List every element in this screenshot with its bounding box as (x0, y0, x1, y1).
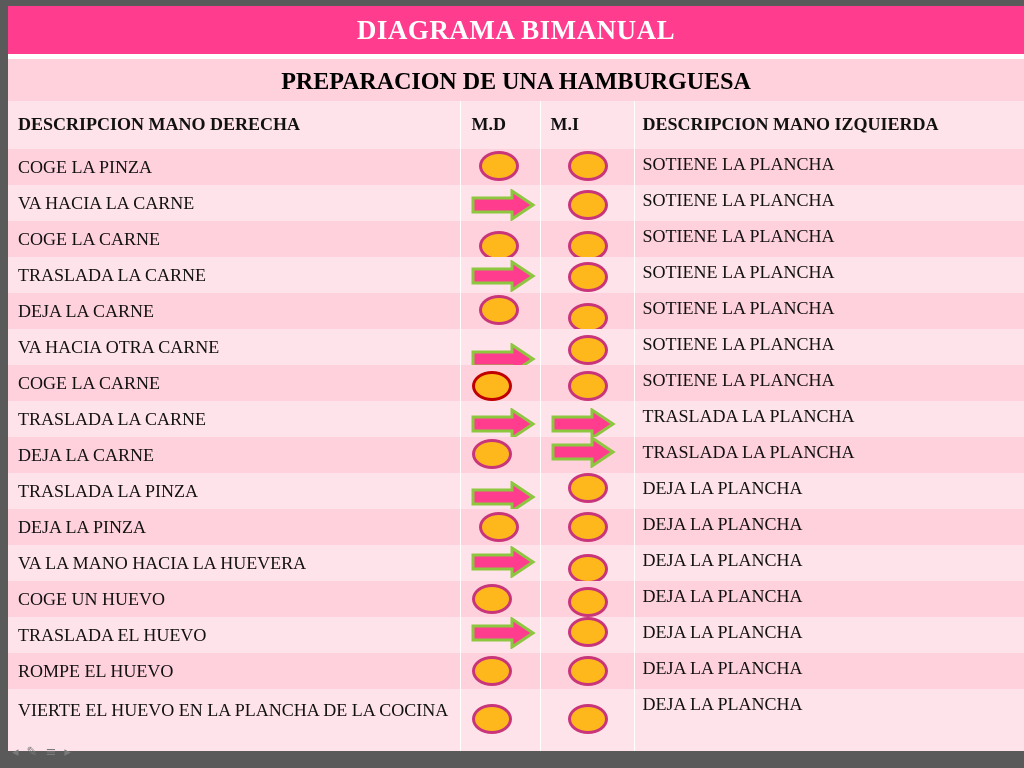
mi-symbol-cell (540, 689, 634, 751)
operation-circle-icon (479, 295, 519, 325)
operation-circle-icon (568, 151, 608, 181)
operation-circle-icon (568, 554, 608, 584)
prev-icon[interactable]: ◂ (12, 745, 27, 760)
md-symbol-cell (460, 437, 540, 473)
right-hand-text: DEJA LA PINZA (18, 517, 147, 537)
table-row (8, 581, 1024, 617)
left-hand-description (634, 545, 1024, 581)
operation-circle-icon (568, 473, 608, 503)
transport-arrow-icon (470, 546, 536, 578)
right-hand-description (8, 509, 460, 545)
left-hand-description (634, 473, 1024, 509)
table-row (8, 257, 1024, 293)
right-hand-description (8, 473, 460, 509)
page-title: DIAGRAMA BIMANUAL (8, 6, 1024, 54)
right-hand-description (8, 293, 460, 329)
md-symbol-cell (460, 329, 540, 365)
slide-nav-icons (12, 745, 142, 765)
left-hand-text: DEJA LA PLANCHA (642, 658, 803, 678)
left-hand-description (634, 329, 1024, 365)
right-hand-text: TRASLADA EL HUEVO (18, 625, 207, 645)
table-row (8, 329, 1024, 365)
mi-symbol-cell (540, 329, 634, 365)
mi-symbol-cell (540, 653, 634, 689)
md-symbol-cell (460, 653, 540, 689)
header-right-desc: DESCRIPCION MANO DERECHA (8, 101, 460, 149)
operation-circle-icon (568, 262, 608, 292)
md-symbol-cell (460, 257, 540, 293)
table-row (8, 365, 1024, 401)
pen-icon[interactable]: ✎ (26, 745, 46, 760)
left-hand-text: SOTIENE LA PLANCHA (642, 262, 835, 282)
right-hand-description (8, 401, 460, 437)
right-hand-description (8, 437, 460, 473)
operation-circle-icon (568, 190, 608, 220)
right-hand-description (8, 689, 460, 751)
md-symbol-cell (460, 581, 540, 617)
right-hand-text: TRASLADA LA CARNE (18, 265, 207, 285)
table-row (8, 617, 1024, 653)
left-hand-description (634, 653, 1024, 689)
left-hand-description (634, 293, 1024, 329)
table-row (8, 473, 1024, 509)
md-symbol-cell (460, 365, 540, 401)
right-hand-description (8, 617, 460, 653)
left-hand-description (634, 617, 1024, 653)
operation-circle-icon (568, 704, 608, 734)
right-hand-text: DEJA LA CARNE (18, 301, 155, 321)
right-hand-text: VA LA MANO HACIA LA HUEVERA (18, 553, 307, 573)
md-symbol-cell (460, 221, 540, 257)
left-hand-description (634, 437, 1024, 473)
header-md: M.D (460, 101, 540, 149)
left-hand-text: DEJA LA PLANCHA (642, 514, 803, 534)
right-hand-description (8, 149, 460, 185)
mi-symbol-cell (540, 581, 634, 617)
operation-circle-icon (568, 335, 608, 365)
right-hand-text: COGE LA CARNE (18, 373, 161, 393)
right-hand-text: COGE LA CARNE (18, 229, 161, 249)
mi-symbol-cell (540, 617, 634, 653)
left-hand-text: TRASLADA LA PLANCHA (642, 406, 855, 426)
md-symbol-cell (460, 509, 540, 545)
operation-circle-icon (568, 656, 608, 686)
transport-arrow-icon (470, 408, 536, 440)
menu-icon[interactable]: ≡ (45, 745, 65, 760)
md-symbol-cell (460, 545, 540, 581)
left-hand-text: SOTIENE LA PLANCHA (642, 334, 835, 354)
left-hand-text: SOTIENE LA PLANCHA (642, 370, 835, 390)
table-row (8, 545, 1024, 581)
left-hand-text: SOTIENE LA PLANCHA (642, 154, 835, 174)
transport-arrow-icon (550, 436, 616, 468)
left-hand-description (634, 149, 1024, 185)
left-hand-description (634, 401, 1024, 437)
mi-symbol-cell (540, 185, 634, 221)
left-hand-text: SOTIENE LA PLANCHA (642, 190, 835, 210)
mi-symbol-cell (540, 437, 634, 473)
right-hand-text: COGE LA PINZA (18, 157, 152, 177)
mi-symbol-cell (540, 149, 634, 185)
left-hand-text: DEJA LA PLANCHA (642, 550, 803, 570)
left-hand-text: TRASLADA LA PLANCHA (642, 442, 855, 462)
operation-circle-icon (472, 371, 512, 401)
bimanual-table (8, 101, 1024, 751)
table-row (8, 185, 1024, 221)
slide (8, 6, 1024, 751)
operation-circle-icon (479, 151, 519, 181)
left-hand-text: DEJA LA PLANCHA (642, 586, 803, 606)
table-row (8, 653, 1024, 689)
right-hand-text: VA HACIA OTRA CARNE (18, 337, 220, 357)
left-hand-description (634, 257, 1024, 293)
right-hand-description (8, 185, 460, 221)
transport-arrow-icon (470, 260, 536, 292)
right-hand-description (8, 653, 460, 689)
header-left-desc: DESCRIPCION MANO IZQUIERDA (634, 101, 1024, 149)
mi-symbol-cell (540, 473, 634, 509)
page-subtitle: PREPARACION DE UNA HAMBURGUESA (8, 59, 1024, 101)
operation-circle-icon (472, 584, 512, 614)
operation-circle-icon (568, 617, 608, 647)
md-symbol-cell (460, 473, 540, 509)
right-hand-text: VA HACIA LA CARNE (18, 193, 195, 213)
left-hand-description (634, 581, 1024, 617)
operation-circle-icon (472, 656, 512, 686)
mi-symbol-cell (540, 293, 634, 329)
header-mi: M.I (540, 101, 634, 149)
left-hand-description (634, 689, 1024, 751)
left-hand-text: DEJA LA PLANCHA (642, 694, 803, 714)
right-hand-description (8, 329, 460, 365)
md-symbol-cell (460, 293, 540, 329)
table-row (8, 689, 1024, 751)
table-row (8, 437, 1024, 473)
md-symbol-cell (460, 401, 540, 437)
mi-symbol-cell (540, 365, 634, 401)
right-hand-description (8, 545, 460, 581)
table-row (8, 149, 1024, 185)
left-hand-text: SOTIENE LA PLANCHA (642, 226, 835, 246)
right-hand-description (8, 365, 460, 401)
left-hand-description (634, 509, 1024, 545)
md-symbol-cell (460, 149, 540, 185)
right-hand-description (8, 221, 460, 257)
md-symbol-cell (460, 689, 540, 751)
table-row (8, 509, 1024, 545)
right-hand-description (8, 257, 460, 293)
left-hand-text: DEJA LA PLANCHA (642, 478, 803, 498)
operation-circle-icon (568, 512, 608, 542)
left-hand-description (634, 221, 1024, 257)
operation-circle-icon (568, 371, 608, 401)
operation-circle-icon (472, 439, 512, 469)
mi-symbol-cell (540, 257, 634, 293)
left-hand-text: SOTIENE LA PLANCHA (642, 298, 835, 318)
right-hand-text: TRASLADA LA CARNE (18, 409, 207, 429)
md-symbol-cell (460, 617, 540, 653)
right-hand-text: ROMPE EL HUEVO (18, 661, 174, 681)
right-hand-text: COGE UN HUEVO (18, 589, 165, 609)
operation-circle-icon (568, 587, 608, 617)
mi-symbol-cell (540, 545, 634, 581)
operation-circle-icon (472, 704, 512, 734)
table-row (8, 293, 1024, 329)
right-hand-description (8, 581, 460, 617)
mi-symbol-cell (540, 509, 634, 545)
transport-arrow-icon (470, 189, 536, 221)
md-symbol-cell (460, 185, 540, 221)
table-row (8, 221, 1024, 257)
left-hand-description (634, 185, 1024, 221)
left-hand-description (634, 365, 1024, 401)
transport-arrow-icon (470, 617, 536, 649)
right-hand-text: VIERTE EL HUEVO EN LA PLANCHA DE LA COCINA (18, 700, 449, 720)
right-hand-text: DEJA LA CARNE (18, 445, 155, 465)
table-header-row (8, 101, 1024, 149)
left-hand-text: DEJA LA PLANCHA (642, 622, 803, 642)
mi-symbol-cell (540, 221, 634, 257)
operation-circle-icon (479, 512, 519, 542)
mi-symbol-cell (540, 401, 634, 437)
next-icon[interactable]: ▸ (64, 745, 79, 760)
table-row (8, 401, 1024, 437)
right-hand-text: TRASLADA LA PINZA (18, 481, 199, 501)
